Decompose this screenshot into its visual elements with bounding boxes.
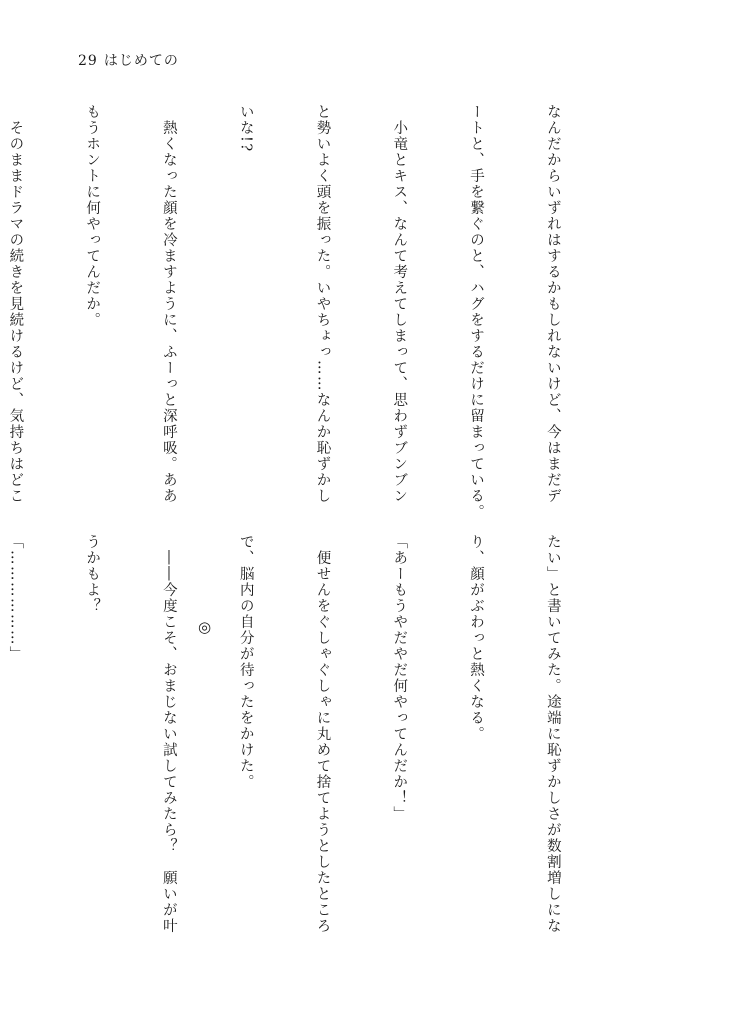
- text-line: 熱くなった顔を冷ますように、ふーっと深呼吸。ああ: [160, 104, 177, 504]
- text-block-upper: [7, 104, 616, 524]
- page-header: [78, 50, 179, 70]
- text-line: 「あーもうやだやだ何やってんだか！」: [391, 534, 408, 822]
- text-line: なんだからいずれはするかもしれないけど、今はまだデ: [544, 104, 561, 504]
- text-line: ――今度こそ、おまじない試してみたら？ 願いが叶: [160, 534, 177, 934]
- text-line: り、顔がぶわっと熱くなる。: [468, 534, 485, 742]
- chapter-title: はじめての: [103, 53, 179, 69]
- text-line: 「………………」: [7, 534, 24, 662]
- page-number: 29: [78, 53, 98, 69]
- text-line: 小竜とキス、なんて考えてしまって、思わずブンブン: [391, 104, 408, 504]
- text-line: と勢いよく頭を振った。いやちょっ……なんか恥ずかし: [314, 104, 331, 504]
- text-line: 便せんをぐしゃぐしゃに丸めて捨てようとしたところ: [314, 534, 331, 934]
- text-line: いな!?: [237, 104, 254, 153]
- text-line: そのままドラマの続きを見続けるけど、気持ちはどこ: [7, 104, 24, 504]
- text-line: ートと、手を繋ぐのと、ハグをするだけに留まっている。: [468, 104, 485, 520]
- text-line: たい」と書いてみた。途端に恥ずかしさが数割増しにな: [544, 534, 561, 934]
- text-line: もうホントに何やってんだか。: [84, 104, 101, 328]
- scene-break-ornament: ◎: [198, 618, 212, 636]
- text-line: で、脳内の自分が待ったをかけた。: [237, 534, 254, 790]
- text-block-lower: [7, 534, 616, 954]
- text-line: うかもよ？: [84, 534, 101, 614]
